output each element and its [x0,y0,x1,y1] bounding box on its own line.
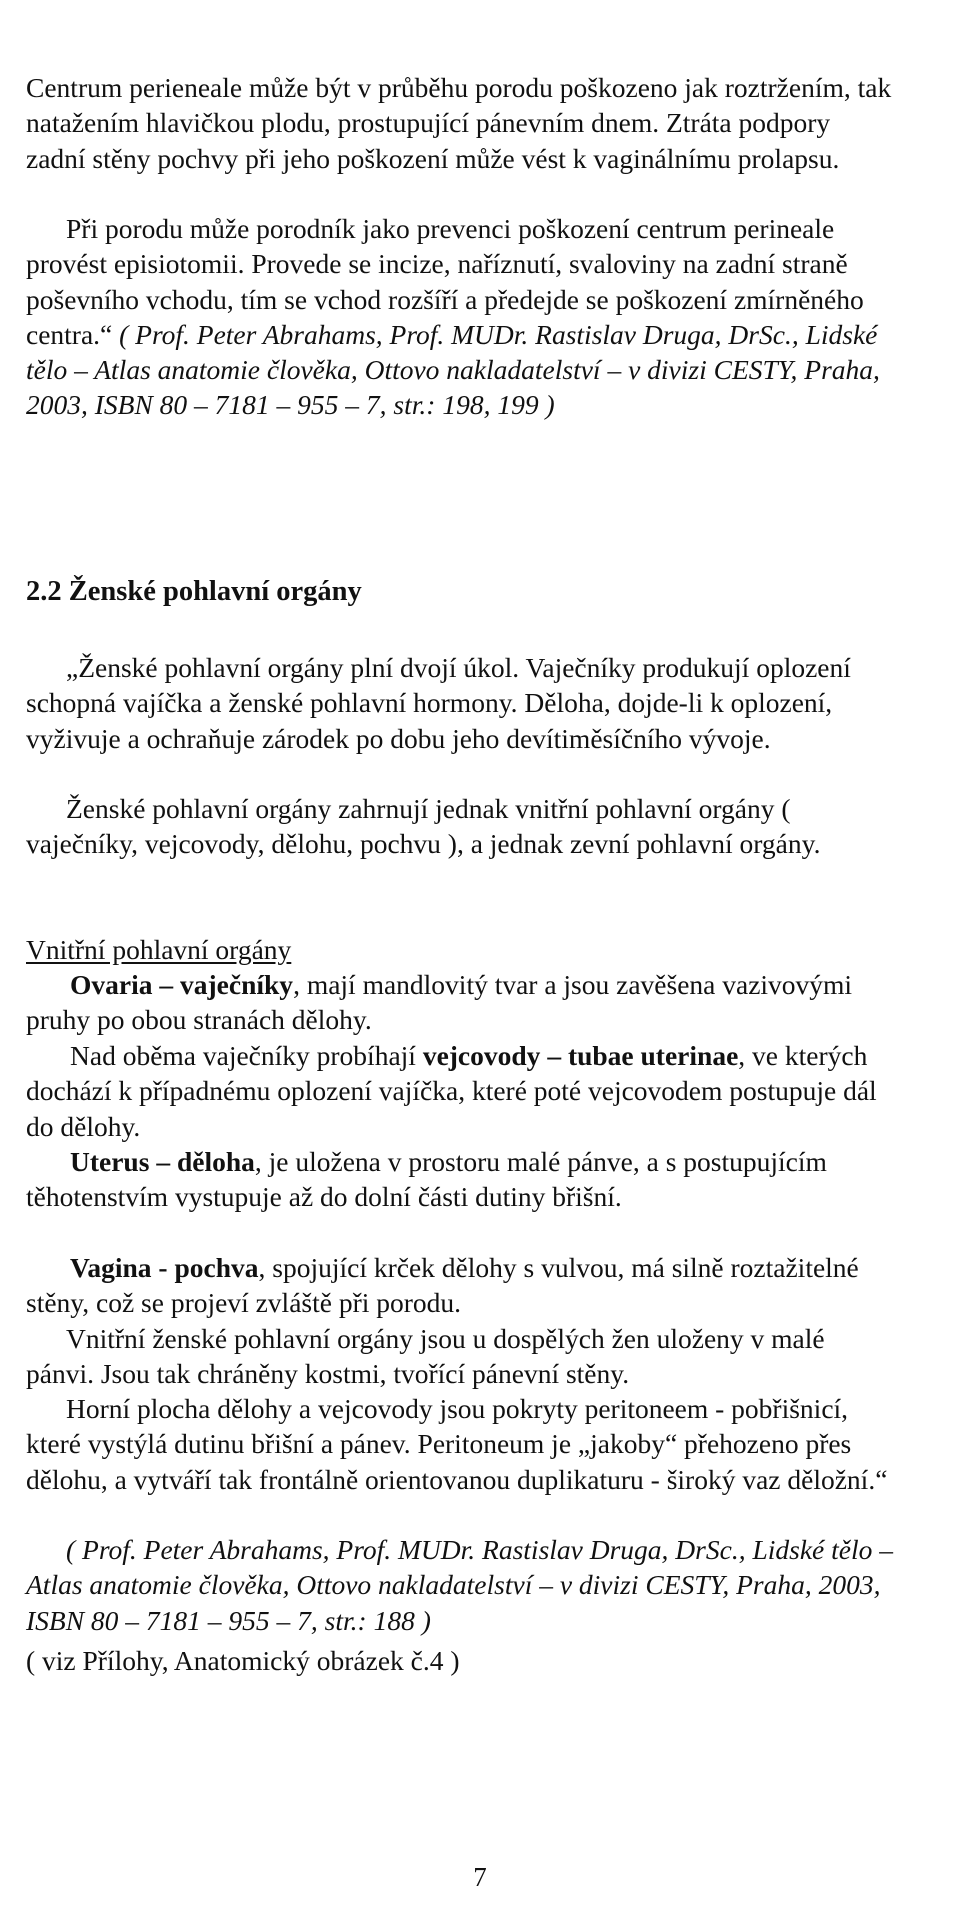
citation-1: ( Prof. Peter Abrahams, Prof. MUDr. Rastislav Druga, DrSc., Lidské tělo – Atlas anatomie člověka, Ottovo nakladatelství – v divizi CESTY, Praha, 2003, ISBN 80 – 7181 – 955 – 7, str.: 198, 199 ) [26,318,880,421]
intro-paragraph-2-text: Při porodu může porodník jako prevenci poškození centrum perineale provést episiotomii. Provede se incize, naříznutí, svaloviny na zadní straně poševního vchodu, tím se vchod rozšíří a předejde se poškození zmírněného centra.“ [26,213,864,350]
ovaria-term-czech: vaječníky [180,969,294,1000]
page-number: 7 [473,1862,487,1892]
tubae-text: , ve kterých dochází k případnému oplození vajíčka, které poté vejcovodem postupuje dál do dělohy. [26,1040,877,1142]
intro-paragraph-1-text: Centrum perieneale může být v průběhu porodu poškozeno jak roztržením, tak natažením hlavičkou plodu, prostupující pánevním dnem. Ztráta podpory zadní stěny pochvy při jeho poškození může vést k vaginálnímu prolapsu. [26,72,892,174]
tubae-term: vejcovody [422,1040,541,1071]
tubae-pre: Nad oběma vaječníky probíhají [70,1040,423,1071]
peritoneum-paragraph [26,1391,896,1497]
uterus-term: Uterus [70,1146,150,1177]
intro-paragraph-2 [26,211,896,423]
section-heading: 2.2 Ženské pohlavní orgány [26,576,362,607]
tubae-dash: – [540,1040,568,1071]
ovaria-dash: – [152,969,180,1000]
ovaria-text: , mají mandlovitý tvar a jsou zavěšena vazivovými pruhy po obou stranách dělohy. [26,969,853,1036]
tubae-term-latin: tubae uterinae [567,1040,739,1071]
uterus-text: , je uložena v prostoru malé pánve, a s postupujícím těhotenstvím vystupuje až do dolní části dutiny břišní. [26,1146,827,1213]
ovaria-term: Ovaria [70,969,153,1000]
section-paragraph-2-text: Ženské pohlavní orgány zahrnují jednak vnitřní pohlavní orgány ( vaječníky, vejcovody, dělohu, pochvu ), a jednak zevní pohlavní orgány. [26,793,821,860]
appendix-note-text: ( viz Přílohy, Anatomický obrázek č.4 ) [26,1645,460,1676]
internal-organs-title [26,932,896,967]
appendix-note [26,1643,896,1678]
uterus-term-czech: děloha [176,1146,255,1177]
location-paragraph-text: Vnitřní ženské pohlavní orgány jsou u dospělých žen uloženy v malé pánvi. Jsou tak chráněny kostmi, tvořící pánevní stěny. [26,1323,825,1390]
vagina-dash: - [151,1252,175,1283]
vagina-term: Vagina [70,1252,152,1283]
intro-paragraph-1 [26,70,896,176]
citation-2-text: ( Prof. Peter Abrahams, Prof. MUDr. Rastislav Druga, DrSc., Lidské tělo – Atlas anatomie člověka, Ottovo nakladatelství – v divizi CESTY, Praha, 2003, ISBN 80 – 7181 – 955 – 7, str.: 188 ) [26,1534,893,1636]
vagina-term-czech: pochva [174,1252,259,1283]
vagina-paragraph [26,1250,896,1321]
internal-organs-title-text: Vnitřní pohlavní orgány [26,934,292,965]
section-paragraph-2 [26,791,896,862]
section-paragraph-1 [26,650,896,756]
uterus-paragraph [26,1144,896,1215]
uterus-dash: – [149,1146,177,1177]
section-paragraph-1-text: „Ženské pohlavní orgány plní dvojí úkol. Vaječníky produkují oplození schopná vajíčka a ženské pohlavní hormony. Děloha, dojde-li k oplození, vyživuje a ochraňuje zárodek po dobu jeho devítiměsíčního vývoje. [26,652,851,754]
vagina-text: , spojující krček dělohy s vulvou, má silně roztažitelné stěny, což se projeví zvláště při porodu. [26,1252,859,1319]
peritoneum-paragraph-text: Horní plocha dělohy a vejcovody jsou pokryty peritoneem - pobřišnicí, které vystýlá dutinu břišní a pánev. Peritoneum je „jakoby“ přehozeno přes dělohu, a vytváří tak frontálně orientovanou duplikaturu - široký vaz děložní.“ [26,1393,888,1495]
tubae-paragraph [26,1038,896,1144]
citation-2 [26,1532,896,1638]
ovaria-paragraph [26,967,896,1038]
location-paragraph [26,1321,896,1392]
